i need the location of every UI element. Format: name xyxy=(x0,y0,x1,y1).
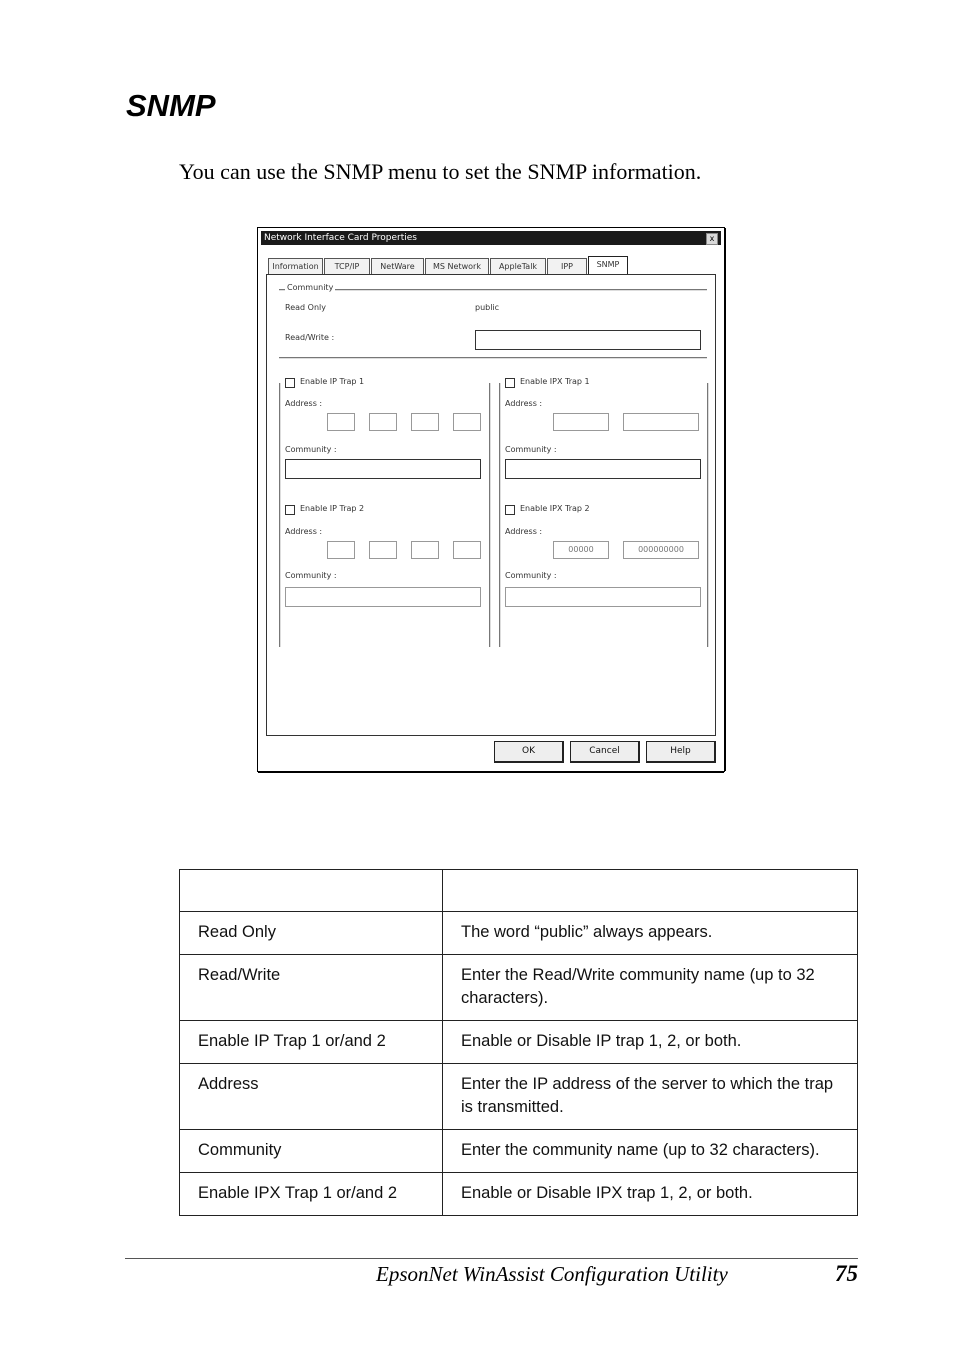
ip-trap1-octet-3[interactable] xyxy=(411,413,439,431)
table-cell-description: Enter the Read/Write community name (up to 32 characters). xyxy=(443,955,858,1021)
table-row xyxy=(180,1021,858,1064)
ip-trap2-checkbox[interactable] xyxy=(285,505,295,515)
table-row xyxy=(180,1064,858,1130)
ipx-trap2-label: Enable IPX Trap 2 xyxy=(520,504,590,513)
ip-trap2-octet-2[interactable] xyxy=(369,541,397,559)
ipx-trap1-community-input[interactable] xyxy=(505,459,701,479)
tab-appletalk[interactable]: AppleTalk xyxy=(490,258,546,274)
tab-ipp[interactable]: IPP xyxy=(547,258,587,274)
table-row xyxy=(180,955,858,1021)
table-cell-description: Enable or Disable IPX trap 1, 2, or both. xyxy=(443,1173,858,1216)
section-heading: SNMP xyxy=(126,88,216,123)
table-header-cell xyxy=(443,870,858,912)
ip-trap1-octet-1[interactable] xyxy=(327,413,355,431)
table-cell-item: Community xyxy=(180,1130,443,1173)
read-write-label: Read/Write : xyxy=(285,333,335,342)
tab-netware[interactable]: NetWare xyxy=(371,258,424,274)
ip-trap1-community-label: Community : xyxy=(285,445,337,454)
table-cell-description: The word “public” always appears. xyxy=(443,912,858,955)
ip-trap2-octet-3[interactable] xyxy=(411,541,439,559)
ip-trap2-community-input[interactable] xyxy=(285,587,481,607)
tab-strip xyxy=(268,256,628,276)
ip-trap2-community-label: Community : xyxy=(285,571,337,580)
community-group-label: Community xyxy=(287,283,334,292)
ip-trap2-octet-1[interactable] xyxy=(327,541,355,559)
table-cell-description: Enable or Disable IP trap 1, 2, or both. xyxy=(443,1021,858,1064)
ip-trap1-octet-2[interactable] xyxy=(369,413,397,431)
ok-button[interactable]: OK xyxy=(494,741,564,763)
intro-paragraph: You can use the SNMP menu to set the SNMP information. xyxy=(179,159,702,184)
ip-trap2-label: Enable IP Trap 2 xyxy=(300,504,365,513)
table-cell-description: Enter the community name (up to 32 characters). xyxy=(443,1130,858,1173)
dialog-title: Network Interface Card Properties xyxy=(264,233,417,243)
read-only-label: Read Only xyxy=(285,303,326,312)
ip-trap1-label: Enable IP Trap 1 xyxy=(300,377,365,386)
ipx-trap2-node-input[interactable]: 000000000 xyxy=(623,541,699,559)
table-cell-item: Read Only xyxy=(180,912,443,955)
snmp-tab-panel xyxy=(266,274,716,736)
tab-information[interactable]: Information xyxy=(268,258,323,274)
table-cell-description: Enter the IP address of the server to which the trap is transmitted. xyxy=(443,1064,858,1130)
table-cell-item: Enable IPX Trap 1 or/and 2 xyxy=(180,1173,443,1216)
close-icon[interactable]: x xyxy=(706,233,718,245)
ipx-trap1-address-label: Address : xyxy=(505,399,543,408)
footer-title: EpsonNet WinAssist Configuration Utility xyxy=(376,1262,728,1286)
ipx-trap2-community-input[interactable] xyxy=(505,587,701,607)
table-cell-item: Address xyxy=(180,1064,443,1130)
ipx-trap2-community-label: Community : xyxy=(505,571,557,580)
ipx-trap1-community-label: Community : xyxy=(505,445,557,454)
ip-trap1-octet-4[interactable] xyxy=(453,413,481,431)
ipx-trap2-checkbox[interactable] xyxy=(505,505,515,515)
table-row xyxy=(180,1130,858,1173)
tab-ms-network[interactable]: MS Network xyxy=(425,258,489,274)
ip-trap2-address-label: Address : xyxy=(285,527,323,536)
ip-trap1-checkbox[interactable] xyxy=(285,378,295,388)
tab-snmp[interactable]: SNMP xyxy=(588,256,628,276)
snmp-dialog-screenshot xyxy=(257,227,725,772)
table-row xyxy=(180,912,858,955)
snmp-settings-table xyxy=(179,869,858,1216)
read-only-value: public xyxy=(475,303,500,312)
table-cell-item: Enable IP Trap 1 or/and 2 xyxy=(180,1021,443,1064)
ipx-trap1-network-input[interactable] xyxy=(553,413,609,431)
tab-tcpip[interactable]: TCP/IP xyxy=(324,258,370,274)
table-header-row xyxy=(180,870,858,912)
ipx-trap2-address-label: Address : xyxy=(505,527,543,536)
ip-trap1-address-label: Address : xyxy=(285,399,323,408)
dialog-titlebar xyxy=(261,231,721,245)
cancel-button[interactable]: Cancel xyxy=(570,741,640,763)
ipx-trap1-node-input[interactable] xyxy=(623,413,699,431)
read-write-input[interactable] xyxy=(475,330,701,350)
footer-divider xyxy=(125,1258,858,1259)
table-cell-item: Read/Write xyxy=(180,955,443,1021)
page-number: 75 xyxy=(835,1261,858,1286)
table-row xyxy=(180,1173,858,1216)
help-button[interactable]: Help xyxy=(646,741,716,763)
ipx-trap1-checkbox[interactable] xyxy=(505,378,515,388)
ip-trap1-community-input[interactable] xyxy=(285,459,481,479)
ip-trap2-octet-4[interactable] xyxy=(453,541,481,559)
ipx-trap2-network-input[interactable]: 00000 xyxy=(553,541,609,559)
ipx-trap1-label: Enable IPX Trap 1 xyxy=(520,377,590,386)
table-header-cell xyxy=(180,870,443,912)
